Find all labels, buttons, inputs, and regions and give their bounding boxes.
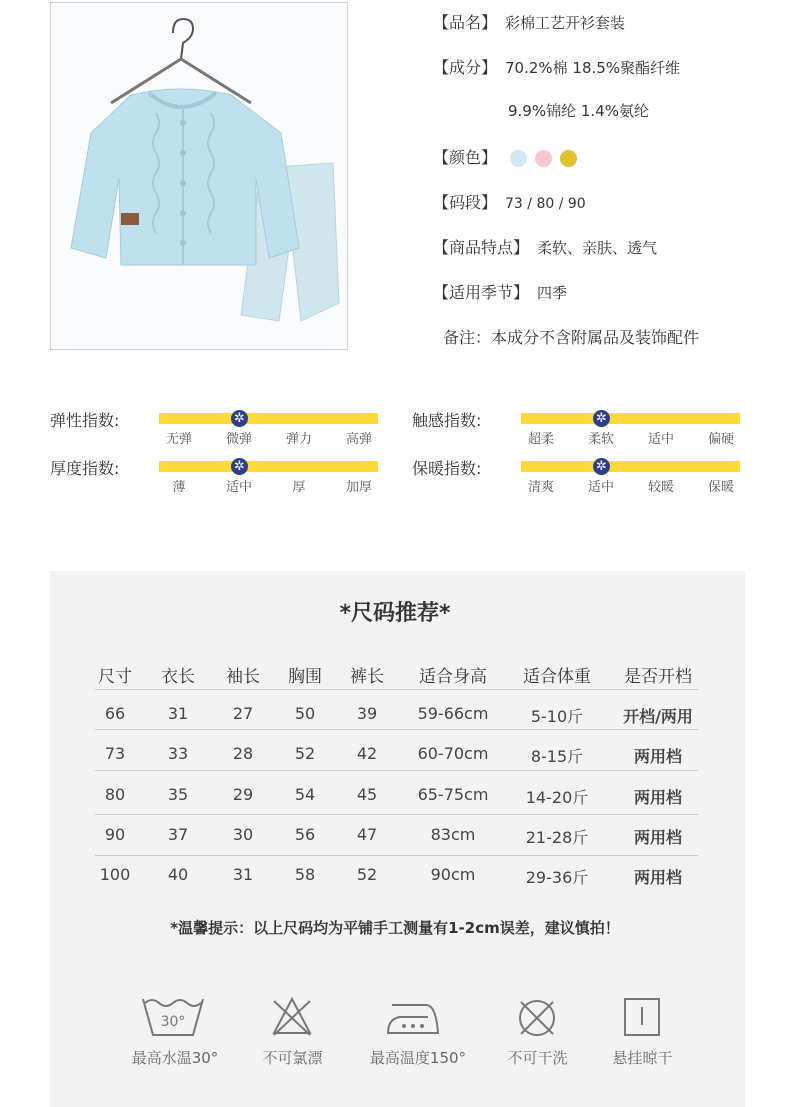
size-table-cell: 14-20斤	[525, 788, 589, 807]
index-tick: 适中	[225, 480, 252, 495]
table-row-divider	[95, 689, 698, 690]
index-tick: 适中	[647, 432, 674, 447]
index-label: 厚度指数:	[50, 459, 120, 478]
size-table-cell: 50	[294, 704, 316, 723]
size-table-cell: 两用档	[633, 747, 682, 766]
color-swatch-blue[interactable]	[510, 150, 527, 167]
svg-text:30°: 30°	[160, 1014, 186, 1030]
size-table-cell: 42	[356, 744, 378, 763]
size-tip: *温馨提示：以上尺码均为平铺手工测量有1-2cm误差，建议慎拍！	[170, 919, 620, 937]
attr-sizes: 【码段】 73 / 80 / 90	[433, 193, 586, 212]
size-table-cell: 两用档	[633, 868, 682, 887]
index-tick: 清爽	[527, 480, 554, 495]
color-swatch-yellow[interactable]	[560, 150, 577, 167]
size-table-cell: 83cm	[430, 825, 476, 844]
index-tick: 超柔	[527, 432, 554, 447]
size-table-cell: 56	[294, 825, 316, 844]
table-row-divider	[95, 814, 698, 815]
attr-colors: 【颜色】	[433, 145, 585, 168]
attr-name: 【品名】 彩棉工艺开衫套装	[433, 13, 626, 32]
size-table-cell: 54	[294, 785, 316, 804]
index-label: 弹性指数:	[50, 411, 120, 430]
index-marker-icon: ✲	[593, 458, 610, 475]
hang-dry-icon	[610, 995, 674, 1045]
size-table-cell: 45	[356, 785, 378, 804]
color-swatch-pink[interactable]	[535, 150, 552, 167]
wash-30-icon	[141, 995, 205, 1045]
size-table-cell: 100	[99, 865, 131, 884]
index-tick: 柔软	[587, 432, 614, 447]
size-table-cell: 31	[167, 704, 189, 723]
care-label-dryclean: 不可干洗	[507, 1049, 568, 1067]
size-table-cell: 47	[356, 825, 378, 844]
index-tick: 加厚	[345, 480, 372, 495]
index-marker-icon: ✲	[231, 458, 248, 475]
size-table-cell: 37	[167, 825, 189, 844]
size-table-cell: 80	[104, 785, 126, 804]
size-table-cell: 33	[167, 744, 189, 763]
index-tick: 无弹	[165, 432, 192, 447]
index-tick: 弹力	[285, 432, 312, 447]
size-header-cell: 适合身高	[419, 667, 487, 687]
knit-set-illustration	[51, 3, 347, 349]
size-table-cell: 开档/两用	[623, 707, 693, 726]
no-tumble-dry-icon	[505, 995, 569, 1045]
size-table-cell: 52	[356, 865, 378, 884]
table-row-divider	[95, 729, 698, 730]
size-chart-title: *尺码推荐*	[339, 601, 451, 626]
index-tick: 适中	[587, 480, 614, 495]
table-row-divider	[95, 770, 698, 771]
index-tick: 薄	[172, 480, 186, 495]
index-bar	[521, 461, 740, 472]
size-table-cell: 66	[104, 704, 126, 723]
index-tick: 微弹	[225, 432, 252, 447]
size-table-cell: 30	[232, 825, 254, 844]
index-tick: 保暖	[707, 480, 734, 495]
size-header-cell: 衣长	[161, 667, 195, 687]
size-table-cell: 两用档	[633, 788, 682, 807]
size-table-cell: 90cm	[430, 865, 476, 884]
size-header-cell: 是否开档	[624, 667, 692, 687]
size-header-cell: 胸围	[288, 667, 322, 687]
care-label-hang: 悬挂晾干	[612, 1049, 673, 1067]
size-header-cell: 裤长	[350, 667, 384, 687]
size-table-cell: 29	[232, 785, 254, 804]
product-image	[50, 2, 348, 350]
index-tick: 较暖	[647, 480, 674, 495]
index-marker-icon: ✲	[231, 410, 248, 427]
index-tick: 高弹	[345, 432, 372, 447]
size-table-cell: 90	[104, 825, 126, 844]
size-table-cell: 27	[232, 704, 254, 723]
size-table-cell: 21-28斤	[525, 828, 589, 847]
size-table-cell: 39	[356, 704, 378, 723]
size-table-cell: 35	[167, 785, 189, 804]
size-header-cell: 袖长	[226, 667, 260, 687]
care-label-wash: 最高水温30°	[131, 1049, 219, 1067]
size-table-cell: 两用档	[633, 828, 682, 847]
size-table-cell: 28	[232, 744, 254, 763]
size-table-cell: 65-75cm	[417, 785, 489, 804]
attr-composition: 【成分】 70.2%棉 18.5%聚酯纤维	[433, 58, 681, 77]
index-bar	[159, 413, 378, 424]
attr-features: 【商品特点】 柔软、亲肤、透气	[433, 238, 658, 257]
size-table-cell: 73	[104, 744, 126, 763]
iron-150-icon	[382, 995, 446, 1045]
attr-composition-cont: 9.9%锦纶 1.4%氨纶	[508, 102, 649, 120]
table-row-divider	[95, 855, 698, 856]
size-table-cell: 52	[294, 744, 316, 763]
size-table-cell: 58	[294, 865, 316, 884]
size-table-cell: 59-66cm	[417, 704, 489, 723]
attr-note: 备注：本成分不含附属品及装饰配件	[443, 328, 700, 347]
attr-season: 【适用季节】 四季	[433, 283, 568, 302]
size-table-cell: 8-15斤	[530, 747, 584, 766]
index-tick: 偏硬	[707, 432, 734, 447]
size-header-cell: 尺寸	[98, 667, 132, 687]
care-label-bleach: 不可氯漂	[262, 1049, 323, 1067]
size-table-cell: 29-36斤	[525, 868, 589, 887]
index-bar	[159, 461, 378, 472]
size-table-cell: 40	[167, 865, 189, 884]
index-label: 触感指数:	[412, 411, 482, 430]
size-table-cell: 5-10斤	[530, 707, 584, 726]
index-bar	[521, 413, 740, 424]
size-table-cell: 60-70cm	[417, 744, 489, 763]
index-label: 保暖指数:	[412, 459, 482, 478]
size-header-cell: 适合体重	[523, 667, 591, 687]
care-label-iron: 最高温度150°	[369, 1049, 467, 1067]
index-tick: 厚	[292, 480, 306, 495]
no-bleach-icon	[260, 995, 324, 1045]
size-table-cell: 31	[232, 865, 254, 884]
index-marker-icon: ✲	[593, 410, 610, 427]
